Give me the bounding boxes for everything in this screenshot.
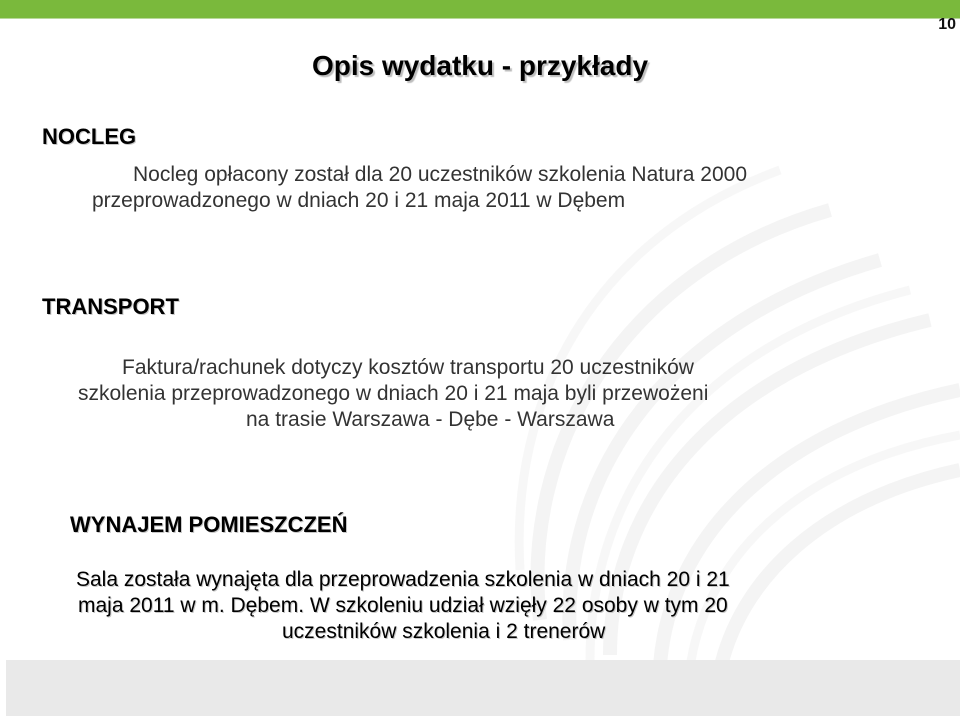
section-text-wynajem	[40, 567, 940, 645]
slide-title-text: Opis wydatku - przykłady	[311, 50, 649, 81]
slide-number: 10	[938, 16, 956, 33]
text-line: szkolenia przeprowadzonego w dniach 20 i 21 maja byli przewożeni	[78, 382, 709, 405]
section-heading-wynajem: WYNAJEM POMIESZCZEŃ	[70, 512, 348, 537]
section-heading-transport: TRANSPORT	[42, 294, 179, 319]
text-line: uczestników szkolenia i 2 trenerów	[282, 620, 606, 643]
text-line: maja 2011 w m. Dębem. W szkoleniu udział wzięły 22 osoby w tym 20	[78, 594, 728, 617]
text-line: na trasie Warszawa - Dębe - Warszawa	[246, 408, 615, 431]
slide-title	[0, 50, 960, 82]
text-line: Sala została wynajęta dla przeprowadzenia szkolenia w dniach 20 i 21	[76, 568, 730, 591]
text-line: Faktura/rachunek dotyczy kosztów transportu 20 uczestników	[122, 356, 694, 379]
top-accent-line	[0, 18, 960, 19]
top-accent-bar	[0, 0, 960, 18]
text-line: Nocleg opłacony został dla 20 uczestników szkolenia Natura 2000	[132, 163, 748, 186]
footer-band	[6, 660, 960, 716]
section-text-transport	[40, 355, 920, 433]
section-heading-nocleg: NOCLEG	[42, 124, 137, 149]
section-text-nocleg	[20, 162, 860, 214]
text-line: przeprowadzonego w dniach 20 i 21 maja 2011 w Dębem	[92, 189, 626, 212]
